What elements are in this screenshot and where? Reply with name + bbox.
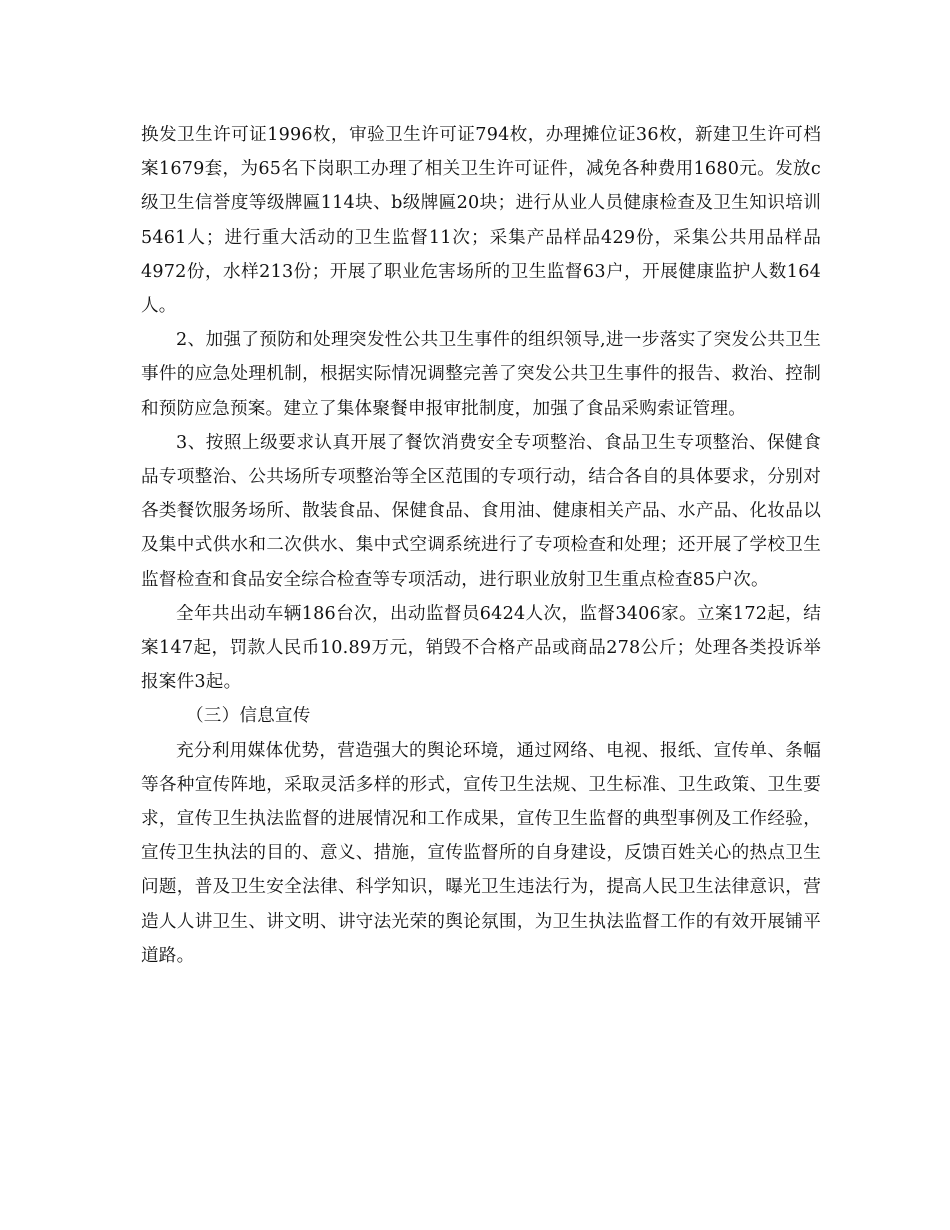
paragraph-publicity: 充分利用媒体优势，营造强大的舆论环境，通过网络、电视、报纸、宣传单、条幅等各种宣传阵地，采取灵活多样的形式，宣传卫生法规、卫生标准、卫生政策、卫生要求，宣传卫生执法监督的进展情况和工作成果，宣传卫生监督的典型事例及工作经验，宣传卫生执法的目的、意义、措施，宣传监督所的自身建设，反馈百姓关心的热点卫生问题，普及卫生安全法律、科学知识，曝光卫生违法行为，提高人民卫生法律意识，营造人人讲卫生、讲文明、讲守法光荣的舆论氛围，为卫生执法监督工作的有效开展铺平道路。 <box>141 740 821 966</box>
paragraph-annual-statistics: 全年共出动车辆186台次，出动监督员6424人次，监督3406家。立案172起，结案147起，罚款人民币10.89万元，销毁不合格产品或商品278公斤；处理各类投诉举报案件3起。 <box>141 603 821 693</box>
section-heading-publicity: （三）信息宣传 <box>186 706 311 727</box>
paragraph-emergency-response: 2、加强了预防和处理突发性公共卫生事件的组织领导,进一步落实了突发公共卫生事件的应急处理机制，根据实际情况调整完善了突发公共卫生事件的报告、救治、控制和预防应急预案。建立了集体聚餐申报审批制度，加强了食品采购索证管理。 <box>141 330 821 419</box>
document-body <box>141 118 821 973</box>
paragraph-permits-summary: 换发卫生许可证1996枚，审验卫生许可证794枚，办理摊位证36枚，新建卫生许可档案1679套，为65名下岗职工办理了相关卫生许可证件，减免各种费用1680元。发放c级卫生信誉度等级牌匾114块、b级牌匾20块；进行从业人员健康检查及卫生知识培训5461人；进行重大活动的卫生监督11次；采集产品样品429份，采集公共用品样品4972份，水样213份；开展了职业危害场所的卫生监督63户，开展健康监护人数164人。 <box>141 125 821 317</box>
paragraph-special-campaigns: 3、按照上级要求认真开展了餐饮消费安全专项整治、食品卫生专项整治、保健食品专项整治、公共场所专项整治等全区范围的专项行动，结合各自的具体要求，分别对各类餐饮服务场所、散装食品、保健食品、食用油、健康相关产品、水产品、化妆品以及集中式供水和二次供水、集中式空调系统进行了专项检查和处理；还开展了学校卫生监督检查和食品安全综合检查等专项活动，进行职业放射卫生重点检查85户次。 <box>141 432 821 590</box>
